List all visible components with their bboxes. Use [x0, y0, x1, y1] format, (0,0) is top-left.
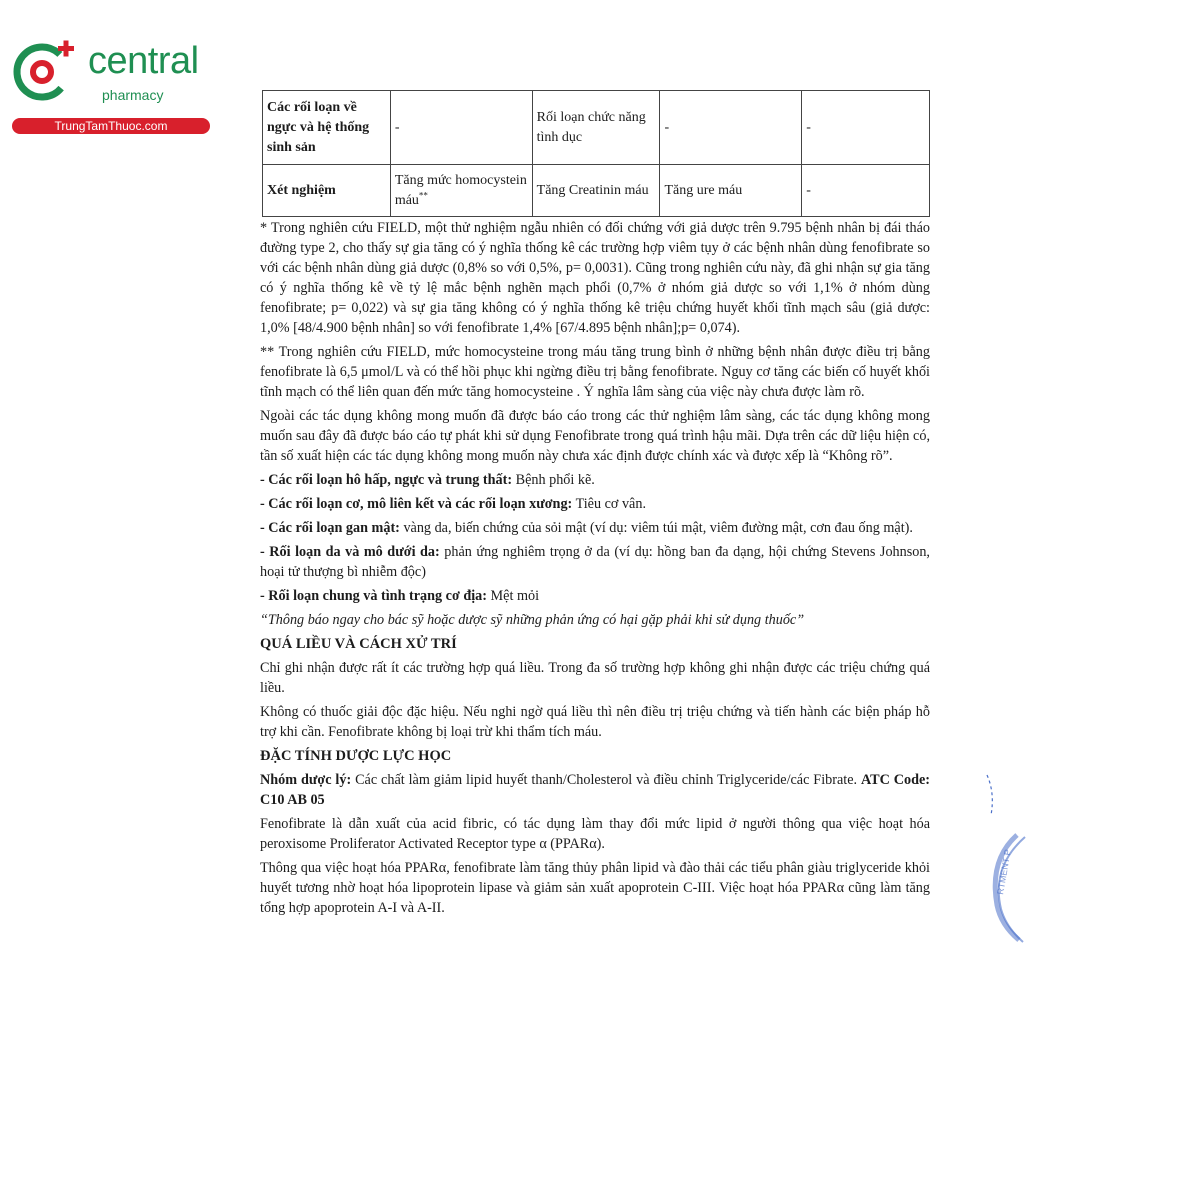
warning-quote-text: “Thông báo ngay cho bác sỹ hoặc dược sỹ những phản ứng có hại gặp phải khi sử dụng thuốc”	[260, 612, 805, 628]
section-title-pharmacodynamics: ĐẶC TÍNH DƯỢC LỰC HỌC	[260, 748, 452, 764]
list-item	[260, 494, 930, 514]
table-cell-text: Tăng mức homocystein máu	[394, 172, 527, 208]
atc-code: ATC Code: C10 AB 05	[260, 772, 930, 808]
pharmacologic-group-label: Nhóm dược lý:	[260, 772, 352, 788]
list-item-label: - Các rối loạn cơ, mô liên kết và các rối loạn xương:	[260, 496, 573, 512]
table-cell: -	[802, 91, 930, 165]
document-body	[260, 218, 930, 922]
table-row	[263, 165, 930, 217]
pharmacodynamics-paragraph: Thông qua việc hoạt hóa PPARα, fenofibrate làm tăng thủy phân lipid và đào thải các tiểu phân giàu triglyceride khỏi huyết tương nhờ hoạt hóa lipoprotein lipase và giảm sản xuất apoprotein C-III. Việc hoạt hóa PPARα cũng làm tăng tổng hợp apoprotein A-I và A-II.	[260, 860, 930, 916]
logo-website-band	[12, 118, 210, 134]
list-item-text: phản ứng nghiêm trọng ở da (ví dụ: hồng ban đa dạng, hội chứng Stevens Johnson, hoại tử thượng bì nhiễm độc)	[260, 544, 930, 580]
pharmacodynamics-paragraph: Fenofibrate là dẫn xuất của acid fibric, có tác dụng làm thay đổi mức lipid ở người thông qua việc hoạt hóa peroxisome Proliferator Activated Receptor type α (PPARα).	[260, 816, 930, 852]
table-cell: Rối loạn chức năng tình dục	[532, 91, 660, 165]
list-item-text: Mệt mỏi	[487, 588, 540, 604]
central-pharmacy-logo	[12, 38, 212, 138]
section-title-overdose: QUÁ LIỀU VÀ CÁCH XỬ TRÍ	[260, 636, 457, 652]
adverse-effects-table	[262, 90, 930, 217]
postmarketing-intro: Ngoài các tác dụng không mong muốn đã được báo cáo trong các thử nghiệm lâm sàng, các tác dụng không mong muốn sau đây đã được báo cáo tự phát khi sử dụng Fenofibrate trong quá trình hậu mãi. Dựa trên các dữ liệu hiện có, tần số xuất hiện các tác dụng không mong muốn này chưa xác định được chính xác và được xếp là “Không rõ”.	[260, 408, 930, 464]
table-cell: Tăng Creatinin máu	[532, 165, 660, 217]
table-row-header: Các rối loạn về ngực và hệ thống sinh sản	[263, 91, 391, 165]
list-item-label: - Các rối loạn hô hấp, ngực và trung thất:	[260, 472, 513, 488]
logo-subtitle: pharmacy	[102, 87, 164, 103]
table-cell: -	[660, 91, 802, 165]
table-row-header: Xét nghiệm	[263, 165, 391, 217]
footnote-marker: **	[418, 189, 428, 200]
list-item-text: vàng da, biến chứng của sỏi mật (ví dụ: viêm túi mật, viêm đường mật, cơn đau ống mật).	[399, 520, 913, 536]
footnote-field-pancreatitis: * Trong nghiên cứu FIELD, một thử nghiệm ngẫu nhiên có đối chứng với giả dược trên 9.795 bệnh nhân bị đái tháo đường type 2, cho thấy sự gia tăng có ý nghĩa thống kê các trường hợp viêm tụy ở các bệnh nhân dùng fenofibrate so với các bệnh nhân dùng giả dược (0,8% so với 0,5%, p= 0,0031). Cũng trong nghiên cứu này, đã ghi nhận sự gia tăng có ý nghĩa thống kê về tỷ lệ mắc bệnh nghẽn mạch phổi (0,7% ở nhóm giả dược so với 1,1% ở nhóm dùng fenofibrate; p= 0,022) và sự gia tăng không có ý nghĩa thống kê triệu chứng huyết khối tĩnh mạch sâu (giả dược: 1,0% [48/4.900 bệnh nhân] so với fenofibrate 1,4% [67/4.895 bệnh nhân];p= 0,074).	[260, 220, 930, 336]
pharmacy-cross-logo-icon	[12, 38, 84, 104]
list-item	[260, 518, 930, 538]
list-item	[260, 586, 930, 606]
table-cell	[390, 165, 532, 217]
svg-text:RTMENT P: RTMENT P	[995, 848, 1013, 896]
table-row	[263, 91, 930, 165]
pharmacologic-group-text: Các chất làm giảm lipid huyết thanh/Cholesterol và điều chỉnh Triglyceride/các Fibrate.	[351, 772, 861, 788]
list-item	[260, 542, 930, 582]
list-item-label: - Rối loạn chung và tình trạng cơ địa:	[260, 588, 487, 604]
list-item-text: Tiêu cơ vân.	[572, 496, 646, 512]
warning-quote	[260, 610, 930, 630]
logo-wordmark: central	[88, 40, 199, 82]
partial-stamp-image	[975, 765, 1035, 950]
overdose-paragraph: Không có thuốc giải độc đặc hiệu. Nếu nghi ngờ quá liều thì nên điều trị triệu chứng và tiến hành các biện pháp hỗ trợ khi cần. Fenofibrate không bị loại trừ khi thẩm tích máu.	[260, 704, 930, 740]
table-cell: -	[802, 165, 930, 217]
logo-website-text: TrungTamThuoc.com	[54, 119, 168, 133]
list-item-text: Bệnh phổi kẽ.	[512, 472, 595, 488]
list-item-label: - Các rối loạn gan mật:	[260, 520, 400, 536]
table-cell: Tăng ure máu	[660, 165, 802, 217]
list-item	[260, 470, 930, 490]
table-cell: -	[390, 91, 532, 165]
footnote-field-homocysteine: ** Trong nghiên cứu FIELD, mức homocysteine trong máu tăng trung bình ở những bệnh nhân được điều trị bằng fenofibrate là 6,5 μmol/L và có thể hồi phục khi ngừng điều trị bằng fenofibrate. Nguy cơ tăng các biến cố huyết khối tĩnh mạch có thể liên quan đến mức tăng homocysteine . Ý nghĩa lâm sàng của việc này chưa được làm rõ.	[260, 344, 930, 400]
pharmacologic-group	[260, 770, 930, 810]
overdose-paragraph: Chỉ ghi nhận được rất ít các trường hợp quá liều. Trong đa số trường hợp không ghi nhận được các triệu chứng quá liều.	[260, 660, 930, 696]
list-item-label: - Rối loạn da và mô dưới da:	[260, 544, 440, 560]
